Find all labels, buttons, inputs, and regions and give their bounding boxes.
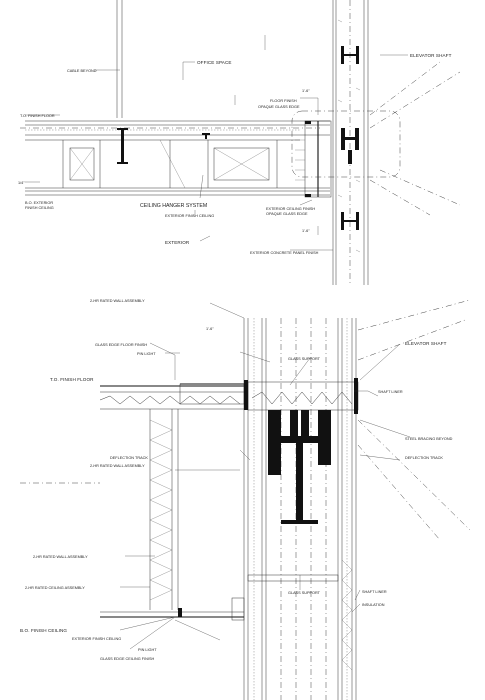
label-wall-assembly-low: 2-HR RATED WALL ASSEMBLY <box>33 555 88 559</box>
label-bo-finish-ceiling: B.O. FINISH CEILING <box>20 628 68 633</box>
label-wall-assembly-top: 2-HR RATED WALL ASSEMBLY <box>90 299 145 303</box>
lower-diagonal-lines <box>20 300 470 540</box>
label-pin-light-top: PIN LIGHT <box>137 352 156 356</box>
label-deflection-track-left: DEFLECTION TRACK <box>110 456 148 460</box>
label-dim-left: 1/4" <box>18 181 25 185</box>
lower-left-studs <box>150 409 178 610</box>
label-bo-exterior: B.O. EXTERIOR <box>25 201 54 205</box>
label-office-space: OFFICE SPACE <box>197 60 232 65</box>
lower-glass-support-bottom <box>248 575 338 581</box>
label-exterior: EXTERIOR <box>165 240 190 245</box>
label-ceiling-hanger: CEILING HANGER SYSTEM <box>140 203 208 209</box>
label-finish-ceiling: FINISH CEILING <box>25 206 54 210</box>
label-insulation: INSULATION <box>362 603 385 607</box>
label-exterior-finish-ceiling-lower: EXTERIOR FINISH CEILING <box>72 637 122 641</box>
label-ext-ceiling-finish: EXTERIOR CEILING FINISH <box>266 207 316 211</box>
lower-glass-support-top <box>244 378 358 414</box>
label-cable-beyond: CABLE BEYOND <box>67 69 97 73</box>
label-opaque-glass-edge-top: OPAQUE GLASS EDGE <box>258 105 300 109</box>
label-glass-edge-floor: GLASS EDGE FLOOR FINISH <box>95 343 148 347</box>
lower-ibeam <box>268 410 331 524</box>
label-elevator-shaft-upper: ELEVATOR SHAFT <box>410 53 452 58</box>
label-exterior-concrete: EXTERIOR CONCRETE PANEL FINISH <box>250 251 319 255</box>
label-dim-top-upper: 1'-6" <box>302 89 310 93</box>
label-glass-edge-ceiling: GLASS EDGE CEILING FINISH <box>100 657 155 661</box>
label-floor-finish: FLOOR FINISH <box>270 99 297 103</box>
label-deflection-track-right: DEFLECTION TRACK <box>405 456 443 460</box>
label-dim-bottom-upper: 1'-6" <box>302 229 310 233</box>
label-glass-support-top: GLASS SUPPORT <box>288 357 321 361</box>
upper-diagonal-lines <box>370 62 460 215</box>
label-to-finish-floor-upper: T.O. FINISH FLOOR <box>20 114 55 118</box>
label-exterior-finish-ceiling-upper: EXTERIOR FINISH CEILING <box>165 214 215 218</box>
label-wall-assembly-mid: 2-HR RATED WALL ASSEMBLY <box>90 464 145 468</box>
upper-ceiling-zone <box>25 140 330 195</box>
upper-ibeam-bottom <box>341 212 359 230</box>
upper-detail <box>18 0 460 285</box>
label-elevator-shaft-lower: ELEVATOR SHAFT <box>405 341 447 346</box>
lower-wall-assembly <box>244 318 266 700</box>
label-to-finish-floor-lower: T.O. FINISH FLOOR <box>50 377 94 382</box>
label-shaft-liner-top: SHAFT LINER <box>378 390 403 394</box>
lower-shaft-wall <box>338 318 356 700</box>
lower-guide-lines <box>281 318 326 700</box>
label-dim-top-lower: 1'-6" <box>206 327 214 331</box>
upper-floor-slab <box>20 121 330 164</box>
upper-glass-edge <box>295 121 331 197</box>
label-steel-bracing: STEEL BRACING BEYOND <box>405 437 453 441</box>
upper-shaft-wall <box>333 0 368 285</box>
label-glass-support-bottom: GLASS SUPPORT <box>288 591 321 595</box>
label-shaft-liner-bottom: SHAFT LINER <box>362 590 387 594</box>
lower-detail <box>20 299 470 700</box>
label-opaque-glass-edge-bottom: OPAQUE GLASS EDGE <box>266 212 308 216</box>
label-pin-light-bottom: PIN LIGHT <box>138 648 157 652</box>
label-ceiling-assembly: 2-HR RATED CEILING ASSEMBLY <box>25 586 85 590</box>
lower-floor-slab <box>100 384 244 409</box>
